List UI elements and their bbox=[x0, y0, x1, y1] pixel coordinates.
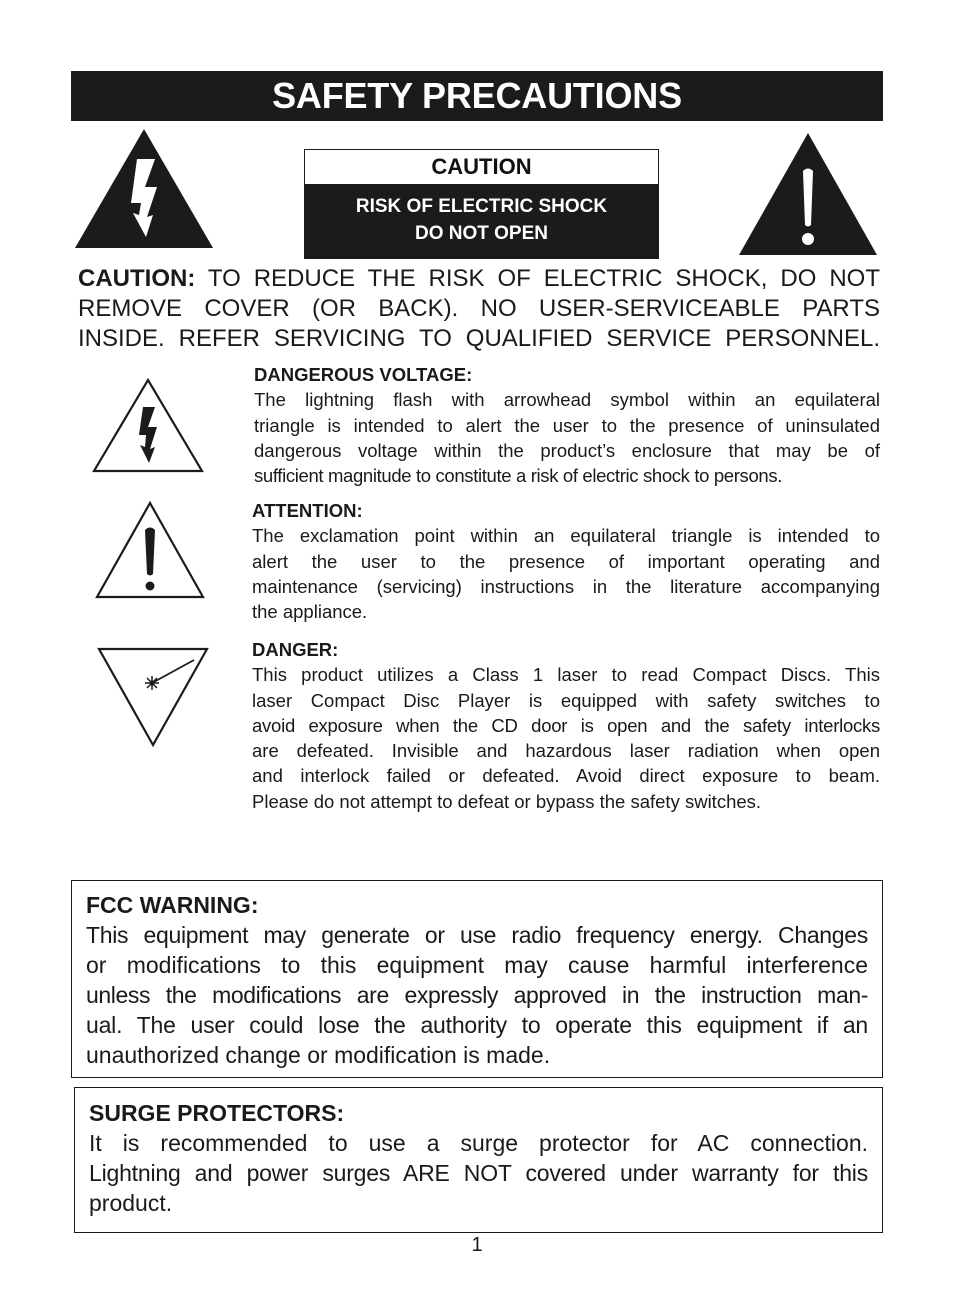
caution-statement-line3: INSIDE. REFER SERVICING TO QUALIFIED SERVICE PERSONNEL. bbox=[78, 325, 880, 352]
caution-label-body bbox=[305, 184, 658, 258]
danger-line: laser Compact Disc Player is equipped with safety switches to bbox=[252, 689, 880, 711]
caution-label bbox=[304, 149, 659, 259]
danger-section bbox=[252, 637, 880, 814]
caution-label-line2: DO NOT OPEN bbox=[414, 223, 548, 244]
danger-title: DANGER: bbox=[252, 639, 339, 660]
surge-protectors-line: It is recommended to use a surge protector for AC connection. bbox=[89, 1130, 868, 1156]
caution-statement-line2: REMOVE COVER (OR BACK). NO USER-SERVICEABLE PARTS bbox=[78, 295, 880, 322]
fcc-warning-line: ual. The user could lose the authority to operate this equipment if an bbox=[86, 1012, 868, 1038]
dangerous-voltage-line: sufficient magnitude to constitute a risk of electric shock to persons. bbox=[254, 465, 783, 487]
surge-protectors-title: SURGE PROTECTORS: bbox=[89, 1100, 345, 1126]
surge-protectors-line: product. bbox=[89, 1190, 173, 1216]
dangerous-voltage-line: triangle is intended to alert the user to the presence of uninsulated bbox=[254, 414, 880, 436]
attention-line: the appliance. bbox=[252, 601, 368, 623]
dangerous-voltage-line: dangerous voltage within the product’s enclosure that may be of bbox=[254, 439, 880, 461]
laser-triangle-icon bbox=[96, 646, 210, 748]
fcc-warning-line: unauthorized change or modification is made. bbox=[86, 1042, 551, 1068]
exclamation-triangle-icon bbox=[739, 133, 877, 255]
exclamation-triangle-icon bbox=[94, 500, 206, 600]
fcc-warning-title: FCC WARNING: bbox=[86, 892, 259, 918]
dangerous-voltage-line: The lightning flash with arrowhead symbol within an equilateral bbox=[254, 389, 880, 411]
lightning-triangle-icon bbox=[91, 377, 205, 474]
danger-line: avoid exposure when the CD door is open and the safety interlocks bbox=[252, 714, 880, 736]
fcc-warning-box bbox=[71, 880, 883, 1078]
lightning-triangle-icon bbox=[75, 129, 213, 248]
surge-protectors-box bbox=[74, 1087, 883, 1233]
fcc-warning-line: unless the modifications are expressly approved in the instruction man- bbox=[86, 982, 868, 1008]
fcc-warning-line: This equipment may generate or use radio frequency energy. Changes bbox=[86, 922, 868, 948]
danger-line: This product utilizes a Class 1 laser to read Compact Discs. This bbox=[252, 664, 880, 686]
attention-line: maintenance (servicing) instructions in the literature accompanying bbox=[252, 575, 880, 597]
page-number: 1 bbox=[471, 1234, 483, 1256]
caution-label-heading: CAUTION bbox=[431, 154, 532, 179]
caution-label-line1: RISK OF ELECTRIC SHOCK bbox=[355, 196, 608, 217]
caution-statement bbox=[78, 264, 880, 354]
caution-statement-label: CAUTION: bbox=[78, 265, 196, 292]
dangerous-voltage-title: DANGEROUS VOLTAGE: bbox=[254, 364, 473, 385]
caution-statement-line1: TO REDUCE THE RISK OF ELECTRIC SHOCK, DO NOT bbox=[207, 265, 881, 292]
fcc-warning-line: or modifications to this equipment may cause harmful interference bbox=[86, 952, 868, 978]
attention-line: alert the user to the presence of important operating and bbox=[252, 550, 880, 572]
danger-line: and interlock failed or defeated. Avoid direct exposure to beam. bbox=[252, 765, 880, 787]
danger-line: Please do not attempt to defeat or bypass the safety switches. bbox=[252, 790, 762, 812]
danger-line: are defeated. Invisible and hazardous laser radiation when open bbox=[252, 740, 880, 762]
attention-line: The exclamation point within an equilateral triangle is intended to bbox=[252, 525, 880, 547]
attention-title: ATTENTION: bbox=[252, 500, 363, 521]
attention-section bbox=[252, 498, 880, 624]
page-title: SAFETY PRECAUTIONS bbox=[71, 71, 883, 121]
dangerous-voltage-section bbox=[254, 362, 880, 488]
surge-protectors-line: Lightning and power surges ARE NOT covered under warranty for this bbox=[89, 1160, 868, 1186]
